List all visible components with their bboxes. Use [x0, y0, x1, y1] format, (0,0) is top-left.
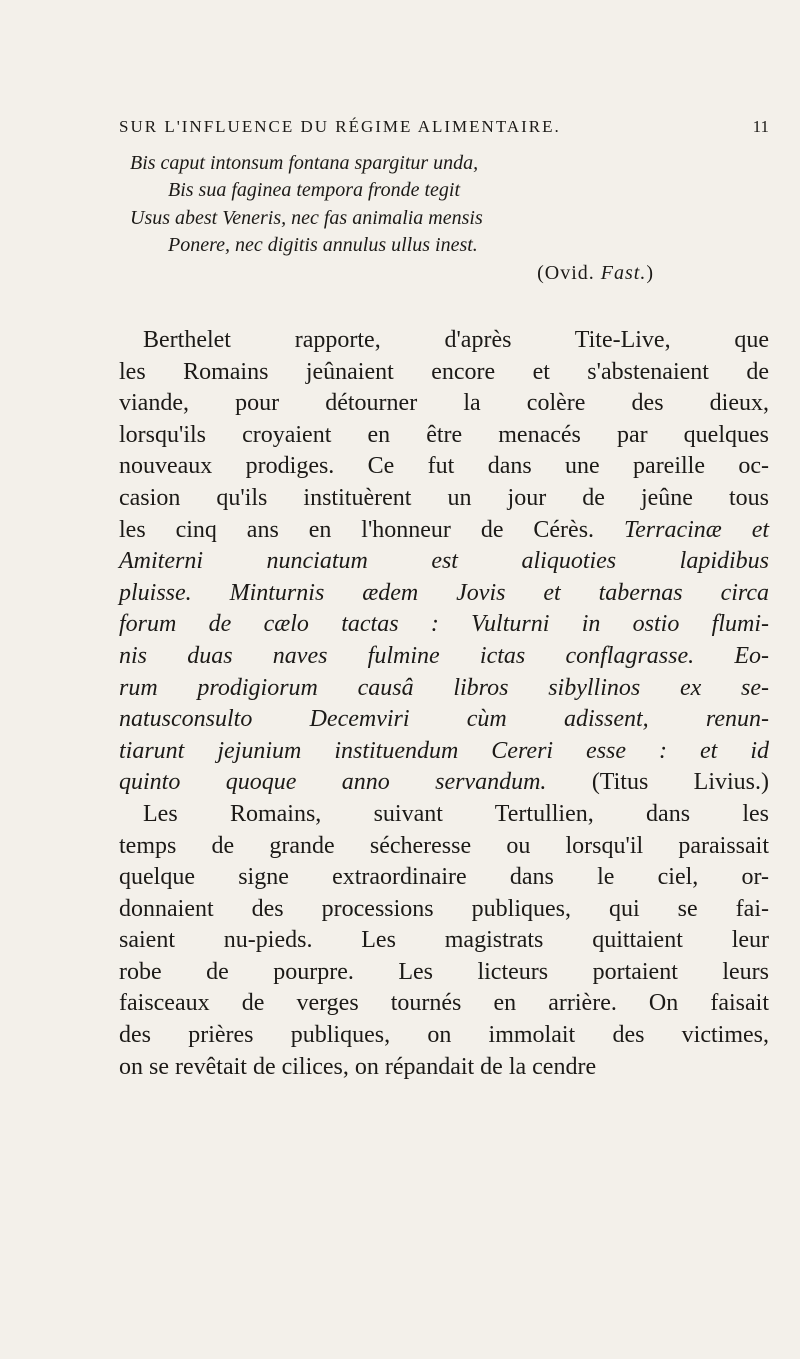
verse-line: Ponere, nec digitis annulus ullus inest. — [168, 234, 478, 257]
citation-work: Fast. — [600, 261, 647, 284]
text-line: natusconsulto Decemviri cùm adissent, renun- — [119, 706, 769, 733]
verse-line: Bis caput intonsum fontana spargitur unda, — [130, 152, 479, 174]
text-line: quelque signe extraordinaire dans le ciel, or- — [119, 864, 769, 891]
verse-line: Bis sua faginea tempora fronde tegit — [168, 179, 461, 202]
text-line: temps de grande sécheresse ou lorsqu'il paraissait — [119, 832, 769, 859]
roman-segment: (Titus Livius.) — [591, 769, 769, 796]
text-line: viande, pour détourner la colère des dieux, — [119, 390, 769, 417]
text-line: casion qu'ils instituèrent un jour de jeûne tous — [119, 484, 769, 511]
roman-segment: les cinq ans en l'honneur de Cérès. — [119, 516, 624, 543]
text-line: Berthelet rapporte, d'après Tite-Live, que — [143, 327, 769, 353]
verse-line: Usus abest Veneris, nec fas animalia mensis — [130, 206, 483, 229]
text-line: forum de cælo tactas : Vulturni in ostio flumi- — [119, 611, 769, 638]
text-line: saient nu-pieds. Les magistrats quittaient leur — [119, 927, 769, 954]
page-number: 11 — [752, 117, 769, 136]
verse-citation: (Ovid. Fast.) — [537, 261, 654, 284]
text-line: robe de pourpre. Les licteurs portaient leurs — [119, 958, 769, 985]
text-line: nis duas naves fulmine ictas conflagrasse. Eo- — [119, 642, 769, 669]
text-line: donnaient des processions publiques, qui se fai- — [119, 895, 769, 922]
text-line: pluisse. Minturnis ædem Jovis et tabernas circa — [119, 579, 769, 606]
running-head-title: SUR L'INFLUENCE DU RÉGIME ALIMENTAIRE. — [119, 117, 561, 136]
text-line: faisceaux de verges tournés en arrière. On faisait — [119, 990, 769, 1017]
citation-author: Ovid. — [544, 261, 595, 284]
text-line: lorsqu'ils croyaient en être menacés par quelques — [119, 421, 769, 448]
text-line: des prières publiques, on immolait des victimes, — [119, 1022, 769, 1049]
text-line — [119, 767, 769, 799]
text-line: Amiterni nunciatum est aliquoties lapidibus — [119, 548, 769, 575]
text-line: nouveaux prodiges. Ce fut dans une pareille oc- — [119, 453, 769, 480]
body-text — [119, 325, 769, 1083]
verse-quotation — [130, 150, 690, 287]
text-line: rum prodigiorum causâ libros sibyllinos ex se- — [119, 674, 769, 701]
italic-segment: quinto quoque anno servandum. — [119, 769, 592, 796]
text-line — [119, 515, 769, 547]
text-line: les Romains jeûnaient encore et s'abstenaient de — [119, 358, 769, 385]
italic-segment: Terracinæ et — [623, 516, 770, 543]
text-line: on se revêtait de cilices, on répandait de la cendre — [119, 1053, 597, 1080]
text-line: tiarunt jejunium instituendum Cereri esse : et id — [119, 737, 769, 764]
text-line: Les Romains, suivant Tertullien, dans les — [143, 800, 769, 827]
